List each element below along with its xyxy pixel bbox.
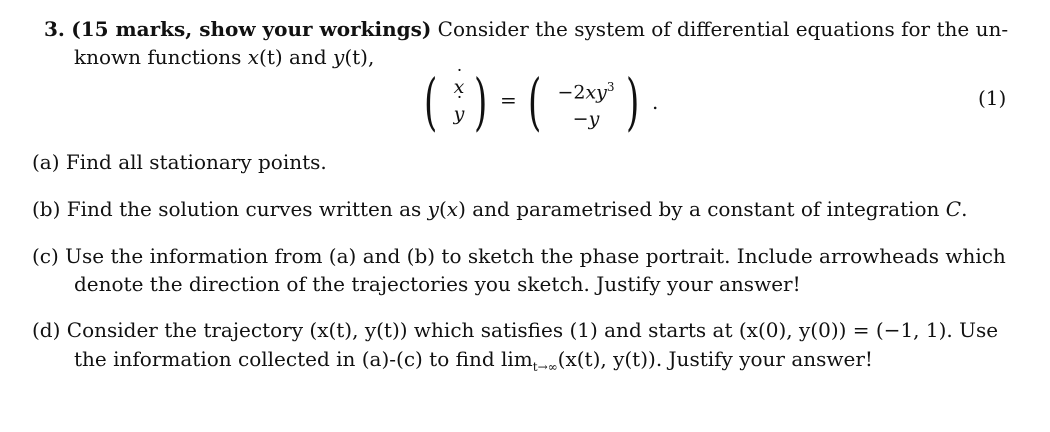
question-header bbox=[44, 16, 1008, 42]
limit-subscript: t→∞ bbox=[532, 360, 558, 374]
part-b: (b) Find the solution curves written as y(x) and parametrised by a constant of integration C. bbox=[32, 197, 968, 221]
part-b-label: (b) bbox=[32, 197, 61, 221]
question-intro-line1: Consider the system of differential equations for the un- bbox=[431, 17, 1009, 41]
part-c-line2: denote the direction of the trajectories you sketch. Justify your answer! bbox=[74, 272, 801, 296]
question-number: 3. bbox=[44, 17, 65, 41]
part-c-label: (c) bbox=[32, 244, 59, 268]
equation-period: . bbox=[652, 90, 659, 114]
equals-sign: = bbox=[500, 88, 517, 112]
rhs-bottom-entry: −y bbox=[572, 108, 600, 131]
part-d-line1: (d) Consider the trajectory (x(t), y(t)) which satisfies (1) and starts at (x(0), y(0)) = (−1, 1). Use bbox=[32, 318, 999, 342]
part-a-text: Find all stationary points. bbox=[65, 150, 327, 174]
part-a-label: (a) bbox=[32, 150, 60, 174]
y-dot: y ˙ bbox=[454, 101, 465, 128]
equation-label: (1) bbox=[978, 86, 1007, 110]
question-marks: (15 marks, show your workings) bbox=[71, 17, 432, 41]
part-c-line1: (c) Use the information from (a) and (b) to sketch the phase portrait. Include arrowheads which bbox=[32, 244, 1006, 268]
part-d-label: (d) bbox=[32, 318, 61, 342]
differential-equation-system bbox=[420, 65, 720, 138]
left-paren-rhs: ( bbox=[528, 65, 542, 138]
right-paren-lhs: ) bbox=[474, 65, 488, 138]
lhs-vector bbox=[450, 74, 468, 128]
rhs-vector bbox=[552, 74, 620, 133]
part-d-line2: the information collected in (a)-(c) to find $\lim_{t\to\infty}(x(t)$, y(t)). Justify your answer! bbox=[74, 347, 873, 374]
rhs-top-entry: $-2xy^3$ bbox=[557, 80, 615, 104]
question-intro-line2: known functions x(t) and y(t), bbox=[74, 45, 375, 69]
right-paren-rhs: ) bbox=[626, 65, 640, 138]
left-paren-lhs: ( bbox=[424, 65, 438, 138]
x-dot: x ˙ bbox=[454, 74, 465, 101]
part-a bbox=[32, 149, 327, 175]
